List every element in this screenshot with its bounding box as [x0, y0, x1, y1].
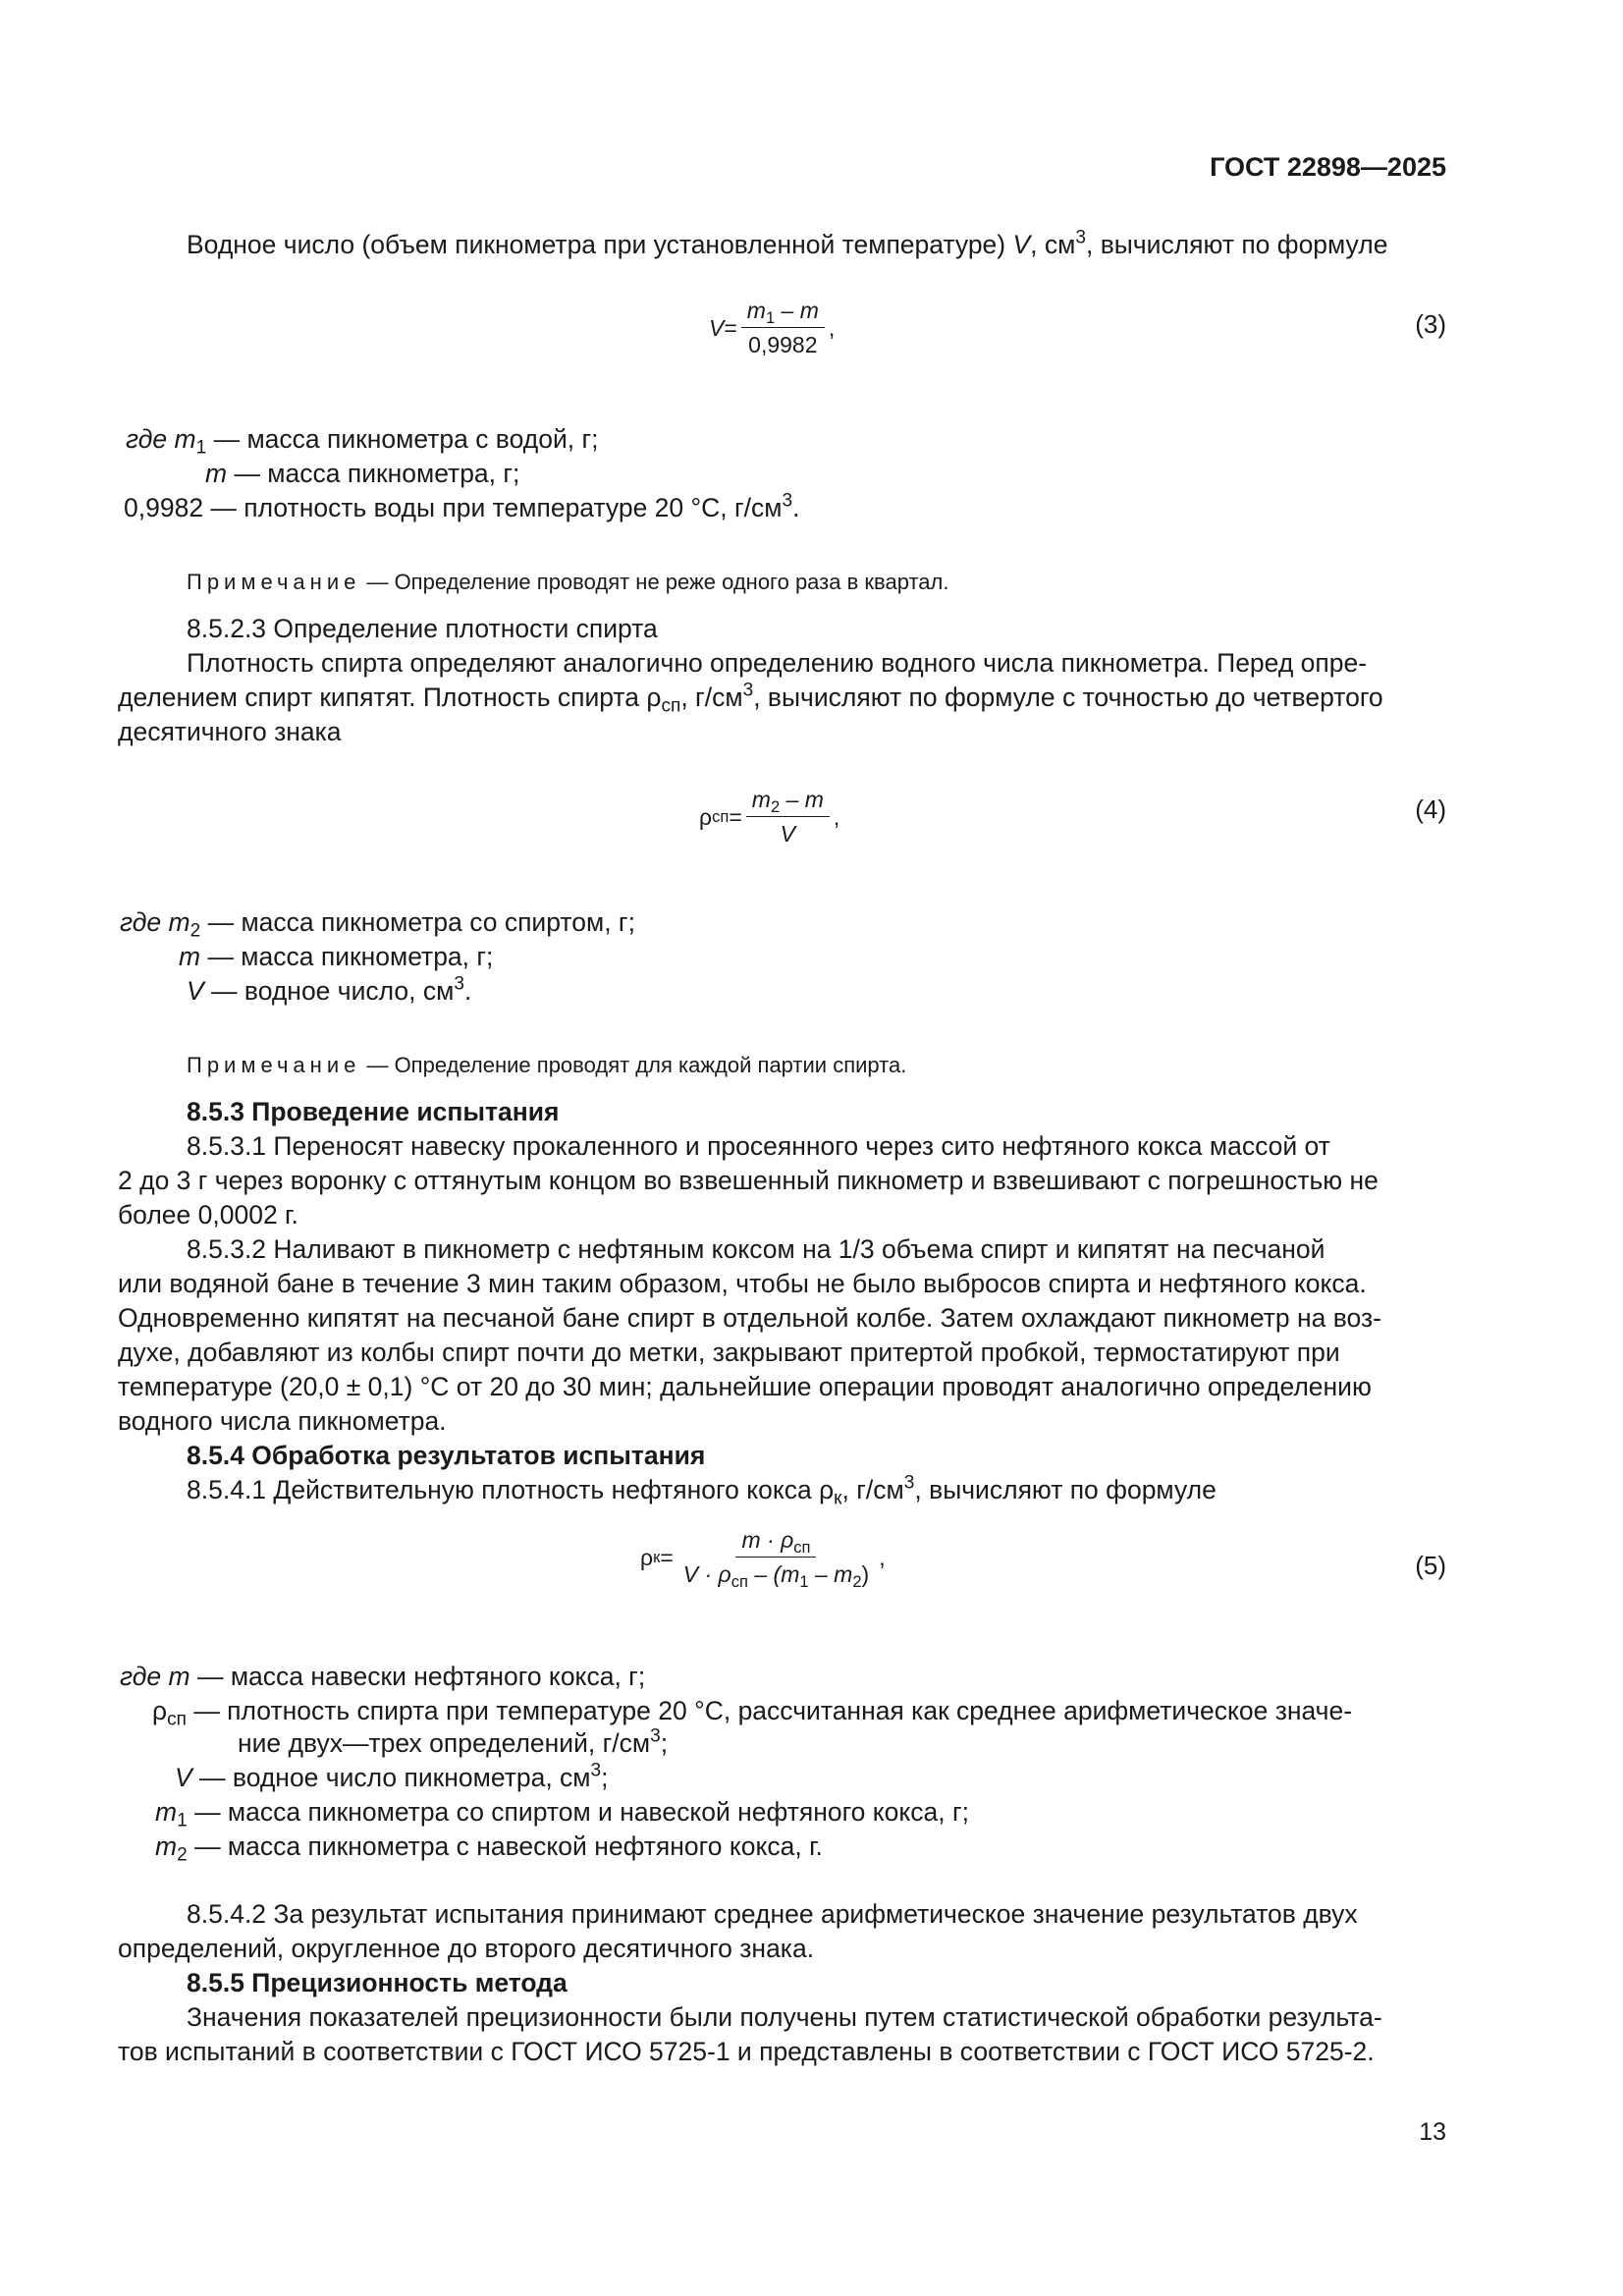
text: — масса пикнометра со спиртом, г; [200, 907, 635, 937]
var: – m [775, 298, 819, 323]
text: Водное число (объем пикнометра при установленной температуре) [187, 230, 1013, 259]
text: — плотность спирта при температуре 20 °С, рассчитанная как среднее арифметическое значе- [186, 1696, 1353, 1725]
paragraph-line: Одновременно кипятят на песчаной бане спирт в отдельной колбе. Затем охлаждают пикнометр на воз- [118, 1303, 1381, 1333]
text: — масса пикнометра с водой, г; [206, 424, 599, 454]
text: — масса пикнометра со спиртом и навеской нефтяного кокса, г; [187, 1797, 970, 1827]
note-label: Примечание [187, 1053, 361, 1077]
definition-m1 [126, 422, 599, 459]
symbol: m [155, 1831, 178, 1861]
text: — масса пикнометра, г; [227, 459, 520, 488]
definition-rho-sp [152, 1694, 1353, 1730]
equals: = [660, 1544, 674, 1570]
formula-4: ρ сп = $\frac{m_2 - m}{V}$ , [699, 787, 840, 847]
section-8-5-5-title: 8.5.5 Прецизионность метода [187, 1968, 568, 1997]
symbol: 0,9982 [124, 493, 204, 522]
definition-m [179, 940, 493, 973]
comma: , [833, 803, 840, 830]
text: ние двух—трех определений, г/см [238, 1728, 651, 1758]
paragraph-line: определений, округленное до второго десятичного знака. [118, 1934, 815, 1963]
comma: , [879, 1544, 886, 1570]
text: , г/см [841, 1475, 904, 1504]
text: , см [1030, 230, 1076, 259]
symbol: V [175, 1763, 192, 1792]
sub: 1 [765, 307, 776, 327]
sub: 2 [189, 920, 201, 942]
text: , вычисляют по формуле [914, 1475, 1217, 1504]
text: , г/см [680, 683, 743, 712]
sup: 3 [903, 1472, 915, 1494]
note-1 [187, 566, 948, 599]
formula-lhs: ρ [699, 803, 713, 830]
equals: = [729, 803, 742, 830]
var: m · ρ [741, 1527, 794, 1553]
equation-number-3: (3) [1415, 309, 1446, 339]
note-label: Примечание [187, 570, 361, 594]
text: — водное число пикнометра, см [191, 1763, 591, 1792]
paragraph-line: 2 до 3 г через воронку с оттянутым концом во взвешенный пикнометр и взвешивают с погрешностью не [118, 1166, 1379, 1195]
definition-m2 [155, 1830, 823, 1866]
section-8-5-4-title: 8.5.4 Обработка результатов испытания [187, 1441, 706, 1470]
numerator [735, 1526, 816, 1558]
definition-continuation [238, 1726, 668, 1760]
text: , вычисляют по формуле [1086, 230, 1388, 259]
denominator: V [780, 821, 795, 847]
note-2 [187, 1049, 906, 1082]
symbol: V [187, 976, 204, 1006]
text: ; [660, 1728, 669, 1758]
definition-m [205, 457, 519, 490]
sub: к [834, 1488, 842, 1509]
superscript: 3 [1075, 227, 1086, 248]
var: V · ρ [682, 1561, 731, 1587]
symbol: m [205, 459, 228, 488]
equation-number-5: (5) [1415, 1551, 1446, 1580]
fraction [677, 1526, 875, 1591]
sub: 2 [770, 796, 781, 816]
text: — плотность воды при температуре 20 °С, г/см [203, 493, 783, 522]
denominator: 0,9982 [748, 332, 818, 357]
paragraph-line: тов испытаний в соответствии с ГОСТ ИСО 5725-1 и представлены в соответствии с ГОСТ ИСО 5725-2. [118, 2037, 1375, 2066]
var: – m [808, 1561, 853, 1587]
sub: 1 [195, 437, 207, 459]
paragraph-8-5-4-1 [187, 1472, 1217, 1509]
sub: сп [793, 1537, 811, 1557]
sub: сп [730, 1571, 748, 1591]
sup: 3 [742, 680, 754, 701]
paragraph-line: 8.5.4.2 За результат испытания принимают среднее арифметическое значение результатов двух [187, 1899, 1358, 1929]
note-text: — Определение проводят не реже одного раза в квартал. [360, 570, 949, 594]
paragraph-line: или водяной бане в течение 3 мин таким образом, чтобы не было выбросов спирта и нефтяного кокса. [118, 1269, 1367, 1298]
sub: 2 [177, 1844, 188, 1866]
symbol: V [1012, 230, 1031, 259]
section-8-5-2-3-title: 8.5.2.3 Определение плотности спирта [187, 614, 658, 643]
symbol: где m [126, 424, 196, 454]
text: . [792, 493, 800, 522]
section-8-5-3-title: 8.5.3 Проведение испытания [187, 1097, 560, 1126]
numerator [741, 297, 825, 328]
sub: 2 [852, 1571, 862, 1591]
text: . [463, 976, 472, 1006]
text: — масса пикнометра, г; [200, 942, 494, 971]
text: 8.5.4.1 Действительную плотность нефтяного кокса ρ [187, 1475, 835, 1504]
definition-09982 [124, 491, 799, 524]
definition-m1 [155, 1795, 969, 1829]
symbol: где m [120, 907, 190, 937]
page-number: 13 [1419, 2118, 1446, 2146]
var: m [751, 787, 771, 812]
paragraph-line: Значения показателей прецизионности были получены путем статистической обработки результа- [187, 2002, 1382, 2032]
text: ; [601, 1763, 609, 1792]
sub: 1 [177, 1810, 188, 1831]
definition-m [120, 1660, 645, 1693]
text: делением спирт кипятят. Плотность спирта ρ [118, 683, 662, 712]
paragraph-line: 8.5.3.2 Наливают в пикнометр с нефтяным коксом на 1/3 объема спирт и кипятят на песчаной [187, 1234, 1325, 1264]
denominator [677, 1558, 875, 1591]
sup: 3 [454, 973, 464, 995]
sup: 3 [650, 1725, 661, 1747]
paragraph-line: десятичного знака [118, 717, 342, 746]
sub: сп [661, 695, 681, 717]
paragraph-line: Плотность спирта определяют аналогично определению водного числа пикнометра. Перед опре- [187, 648, 1368, 678]
paragraph-line: температуре (20,0 ± 0,1) °С от 20 до 30 мин; дальнейшие операции проводят аналогично определению [118, 1372, 1372, 1401]
paragraph-line [118, 680, 1383, 717]
definition-v [175, 1761, 609, 1794]
var: – (m [747, 1561, 800, 1587]
equation-number-4: (4) [1415, 794, 1446, 824]
fraction [746, 786, 830, 847]
text: — водное число, см [203, 976, 455, 1006]
var: – m [780, 787, 824, 812]
text: — масса пикнометра с навеской нефтяного кокса, г. [187, 1831, 823, 1861]
definition-v [187, 974, 471, 1008]
symbol: m [155, 1797, 178, 1827]
formula-lhs: ρ [640, 1544, 654, 1570]
equals: = [724, 314, 737, 341]
note-text: — Определение проводят для каждой партии спирта. [360, 1053, 907, 1077]
symbol: ρ [152, 1696, 168, 1725]
paragraph-water-number [187, 228, 1387, 261]
document-code: ГОСТ 22898—2025 [1210, 152, 1446, 182]
paragraph-line: духе, добавляют из колбы спирт почти до метки, закрывают притертой пробкой, термостатируют при [118, 1338, 1340, 1367]
symbol: где m [120, 1662, 190, 1691]
comma: , [828, 314, 836, 341]
formula-3 [709, 297, 835, 358]
numerator [746, 786, 830, 817]
paragraph-line: 8.5.3.1 Переносят навеску прокаленного и просеянного через сито нефтяного кокса массой от [187, 1131, 1330, 1161]
sup: 3 [782, 490, 793, 512]
sub: сп [167, 1709, 187, 1730]
paragraph-line: более 0,0002 г. [118, 1200, 298, 1230]
formula-5: ρ к = $\frac{m \cdot \rho_{сп}}{V \cdot \rho_{сп} - (m_1 - m_2)}$ , [640, 1527, 886, 1591]
paren: ) [861, 1561, 870, 1587]
sup: 3 [590, 1760, 602, 1781]
paragraph-line: водного числа пикнометра. [118, 1406, 447, 1436]
symbol: m [179, 942, 201, 971]
fraction [741, 297, 825, 358]
definition-m2 [120, 905, 635, 942]
text: — масса навески нефтяного кокса, г; [189, 1662, 646, 1691]
text: , вычисляют по формуле с точностью до четвертого [753, 683, 1383, 712]
formula-lhs: V [709, 314, 725, 341]
sub: 1 [799, 1571, 809, 1591]
var: m [746, 298, 766, 323]
